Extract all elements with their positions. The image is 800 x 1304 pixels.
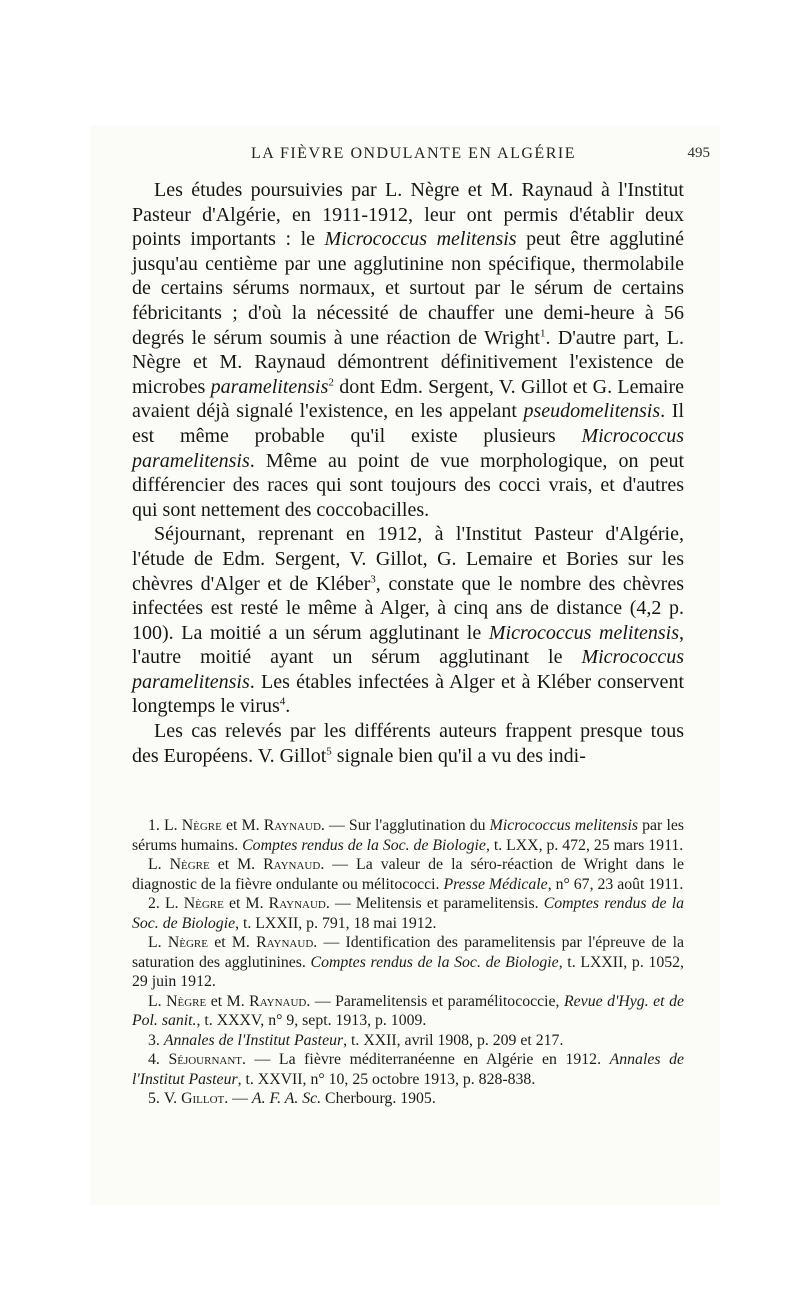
text-run: signale bien qu'il a vu des indi- xyxy=(331,744,586,767)
text-run: Séjournant, reprenant en 1912, à l'Institut Pasteur d'Algérie, l'étude de Edm. Sergent, V. Gillot, G. Lemaire et Bories sur les chèvres d'Alger et de Kléber xyxy=(132,523,684,595)
text-run: . — La fièvre méditerranéenne en Algérie en 1912. xyxy=(242,1051,610,1068)
footnote-number: 5. xyxy=(148,1090,160,1107)
paragraph-3 xyxy=(132,719,684,768)
text-run: , t. XXXV, n° 9, sept. 1913, p. 1009. xyxy=(196,1012,427,1029)
text-run: . — La valeur de la séro-réaction de Wright dans le diagnostic de la fièvre ondulante ou mélitococci. xyxy=(132,856,684,893)
text-run: . — Identification des paramelitensis par l'épreuve de la saturation des agglutinines. xyxy=(132,934,684,971)
text-run: dont Edm. Sergent, V. Gillot et G. Lemaire avaient déjà signalé l'existence, en les appelant xyxy=(132,375,684,423)
text-run: et xyxy=(206,992,227,1010)
footnotes xyxy=(132,816,684,1109)
text-run: , l'autre moitié ayant un sérum agglutinant le xyxy=(132,621,685,669)
text-run: Cherbourg. 1905. xyxy=(321,1090,436,1107)
text-run: . — Melitensis et paramelitensis. xyxy=(325,895,544,912)
author: M. Raynaud xyxy=(237,856,321,873)
footnote-ref: 5 xyxy=(326,745,332,757)
author: V. Gillot xyxy=(163,1090,225,1107)
journal-title: Revue d'Hyg. et de Pol. sanit. xyxy=(132,992,684,1029)
body-text xyxy=(132,178,684,768)
text-run: Les cas relevés par les différents auteurs frappent presque tous des Européens. V. Gillot xyxy=(132,720,684,767)
italic-term: Micrococcus melitensis xyxy=(488,621,680,644)
text-run: , t. LXXII, p. 791, 18 mai 1912. xyxy=(235,914,437,932)
text-run: . — xyxy=(224,1090,252,1107)
footnote-ref: 2 xyxy=(328,376,334,389)
text-run: . — Paramelitensis et paramélitococcie, xyxy=(306,992,565,1010)
footnote-number: 3. xyxy=(148,1031,160,1049)
journal-title: Annales de l'Institut Pasteur xyxy=(163,1031,344,1049)
page-number: 495 xyxy=(687,145,710,161)
author: L. Nègre xyxy=(148,856,210,873)
footnote-number: 4. xyxy=(148,1051,160,1068)
footnote-1b xyxy=(132,855,684,894)
text-run: , constate que le nombre des chèvres infectées est resté le même à Alger, à cinq ans de distance (4,2 p. 100). La moitié a un sérum agglutinant le xyxy=(132,572,684,644)
text-run: . Il est même probable qu'il existe plusieurs xyxy=(132,400,684,447)
text-run: et xyxy=(221,817,242,834)
paragraph-2 xyxy=(132,522,684,719)
footnote-2b xyxy=(132,933,684,992)
text-run: , t. LXX, p. 472, 25 mars 1911. xyxy=(485,836,684,854)
text-run: , n° 67, 23 août 1911. xyxy=(547,875,684,893)
journal-title: Comptes rendus de la Soc. de Biologie xyxy=(132,895,684,932)
text-run: peut être agglutiné jusqu'au centième par une agglutinine non spécifique, thermolabile de certains sérums normaux, et surtout par le sérum de certains fébricitants ; d'où la nécessité de chauffer une demi-heure à 56 degrés le sérum soumis à une réaction de Wright xyxy=(132,228,684,349)
text-run: . Même au point de vue morphologique, on peut différencier des races qui sont toujours des cocci vrais, et d'autres qui sont nettement des coccobacilles. xyxy=(132,449,684,521)
text-run: et xyxy=(207,934,232,951)
journal-title: Comptes rendus de la Soc. de Biologie xyxy=(242,836,486,854)
author: L. Nègre xyxy=(165,895,224,912)
text-run: , t. XXVII, n° 10, 25 octobre 1913, p. 828-838. xyxy=(237,1070,536,1088)
footnote-ref: 4 xyxy=(279,695,286,708)
journal-title: Annales de l'Institut Pasteur xyxy=(132,1051,684,1088)
footnote-ref: 3 xyxy=(370,572,376,585)
footnote-5 xyxy=(132,1089,684,1109)
text-run: . xyxy=(285,695,291,718)
text-run: , t. XXII, avril 1908, p. 209 et 217. xyxy=(343,1031,564,1049)
footnote-3 xyxy=(132,1031,684,1051)
footnote-2 xyxy=(132,894,684,933)
text-run: et xyxy=(223,895,246,912)
text-run: Les études poursuivies par L. Nègre et M. Raynaud à l'Institut Pasteur d'Algérie, en 1911-1912, leur ont permis d'établir deux points importants : le xyxy=(132,179,684,251)
italic-term: Micrococcus melitensis xyxy=(489,817,638,834)
author: M. Raynaud xyxy=(226,992,307,1010)
text-run: , t. LXXII, p. 1052, 29 juin 1912. xyxy=(132,953,684,990)
footnote-ref: 1 xyxy=(539,326,546,339)
italic-term: paramelitensis xyxy=(210,375,329,398)
journal-title: Comptes rendus de la Soc. de Biologie xyxy=(310,953,559,971)
author: L. Nègre xyxy=(148,992,207,1010)
text-run: . — Sur l'agglutination du xyxy=(320,817,490,834)
page-header xyxy=(158,145,710,169)
text-run: . D'autre part, L. Nègre et M. Raynaud démontrent définitivement l'existence de microbes xyxy=(132,326,684,398)
footnote-2c xyxy=(132,992,684,1031)
author: Séjournant xyxy=(168,1051,243,1068)
author: L. Nègre xyxy=(164,817,222,834)
italic-term: pseudomelitensis xyxy=(523,400,661,423)
footnote-1 xyxy=(132,816,684,855)
journal-title: Presse Médicale xyxy=(443,875,548,893)
text-run: par les sérums humains. xyxy=(132,817,684,854)
italic-term: Micrococcus paramelitensis xyxy=(132,424,684,472)
text-run: et xyxy=(209,856,238,873)
author: M. Raynaud xyxy=(231,934,314,951)
italic-term: Micrococcus melitensis xyxy=(324,228,517,251)
footnote-number: 1. xyxy=(148,817,160,834)
author: L. Nègre xyxy=(148,934,208,951)
text-run: . Les étables infectées à Alger et à Kléber conservent longtemps le virus xyxy=(132,670,684,718)
paragraph-1 xyxy=(132,178,684,522)
author: M. Raynaud xyxy=(245,895,326,912)
running-head: LA FIÈVRE ONDULANTE EN ALGÉRIE xyxy=(251,145,576,162)
author: M. Raynaud xyxy=(241,817,321,834)
italic-term: Micrococcus paramelitensis xyxy=(132,646,684,693)
footnote-number: 2. xyxy=(148,895,160,912)
journal-title: A. F. A. Sc. xyxy=(251,1090,322,1107)
footnote-4 xyxy=(132,1050,684,1089)
